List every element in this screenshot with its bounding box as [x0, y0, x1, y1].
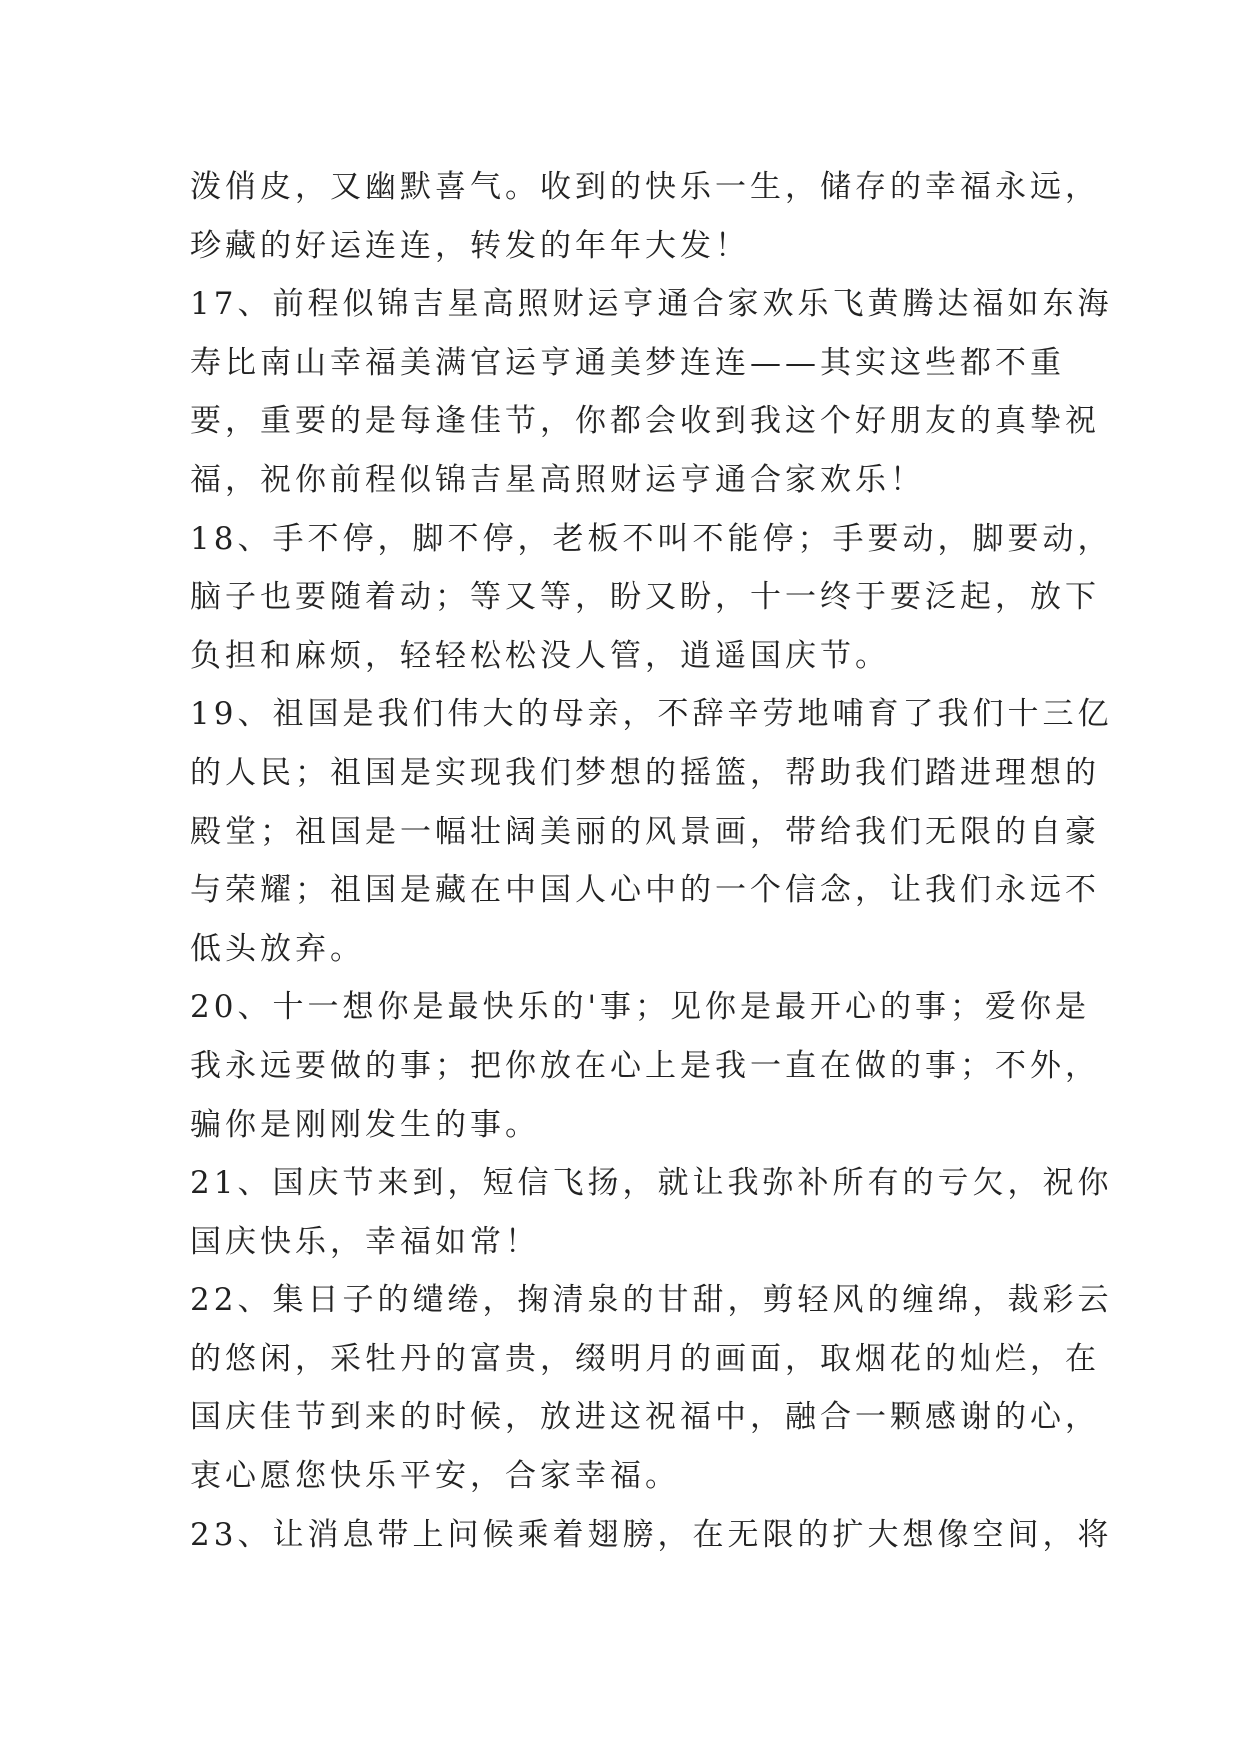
text-line: 福，祝你前程似锦吉星高照财运亨通合家欢乐！ — [190, 461, 925, 498]
text-line: 20、十一想你是最快乐的'事；见你是最开心的事；爱你是 — [190, 989, 1090, 1026]
text-line: 要，重要的是每逢佳节，你都会收到我这个好朋友的真挚祝 — [190, 403, 1100, 440]
text-line: 的人民；祖国是实现我们梦想的摇篮，帮助我们踏进理想的 — [190, 754, 1100, 791]
text-line: 骗你是刚刚发生的事。 — [190, 1106, 540, 1143]
text-line: 17、前程似锦吉星高照财运亨通合家欢乐飞黄腾达福如东海 — [190, 286, 1113, 323]
text-line: 我永远要做的事；把你放在心上是我一直在做的事；不外， — [190, 1047, 1100, 1084]
text-line: 21、国庆节来到，短信飞扬，就让我弥补所有的亏欠，祝你 — [190, 1165, 1113, 1202]
text-line: 低头放弃。 — [190, 930, 365, 967]
text-line: 22、集日子的缱绻，掬清泉的甘甜，剪轻风的缠绵，裁彩云 — [190, 1282, 1113, 1319]
body-text — [190, 158, 1113, 1564]
text-line: 国庆快乐，幸福如常！ — [190, 1223, 540, 1260]
text-line: 负担和麻烦，轻轻松松没人管，逍遥国庆节。 — [190, 637, 890, 674]
text-line: 国庆佳节到来的时候，放进这祝福中，融合一颗感谢的心， — [190, 1399, 1100, 1436]
text-line: 泼俏皮，又幽默喜气。收到的快乐一生，储存的幸福永远， — [190, 169, 1100, 205]
text-line: 18、手不停，脚不停，老板不叫不能停；手要动，脚要动， — [190, 520, 1113, 557]
text-line: 19、祖国是我们伟大的母亲，不辞辛劳地哺育了我们十三亿 — [190, 696, 1113, 733]
text-line: 的悠闲，采牡丹的富贵，缀明月的画面，取烟花的灿烂，在 — [190, 1340, 1100, 1377]
text-line: 珍藏的好运连连，转发的年年大发！ — [190, 227, 750, 264]
text-line: 衷心愿您快乐平安，合家幸福。 — [190, 1458, 680, 1495]
text-line: 23、让消息带上问候乘着翅膀，在无限的扩大想像空间，将 — [190, 1516, 1113, 1553]
text-line: 与荣耀；祖国是藏在中国人心中的一个信念，让我们永远不 — [190, 872, 1100, 909]
text-line: 寿比南山幸福美满官运亨通美梦连连——其实这些都不重 — [190, 344, 1065, 381]
text-line: 殿堂；祖国是一幅壮阔美丽的风景画，带给我们无限的自豪 — [190, 813, 1100, 850]
text-line: 脑子也要随着动；等又等，盼又盼，十一终于要泛起，放下 — [190, 579, 1100, 616]
